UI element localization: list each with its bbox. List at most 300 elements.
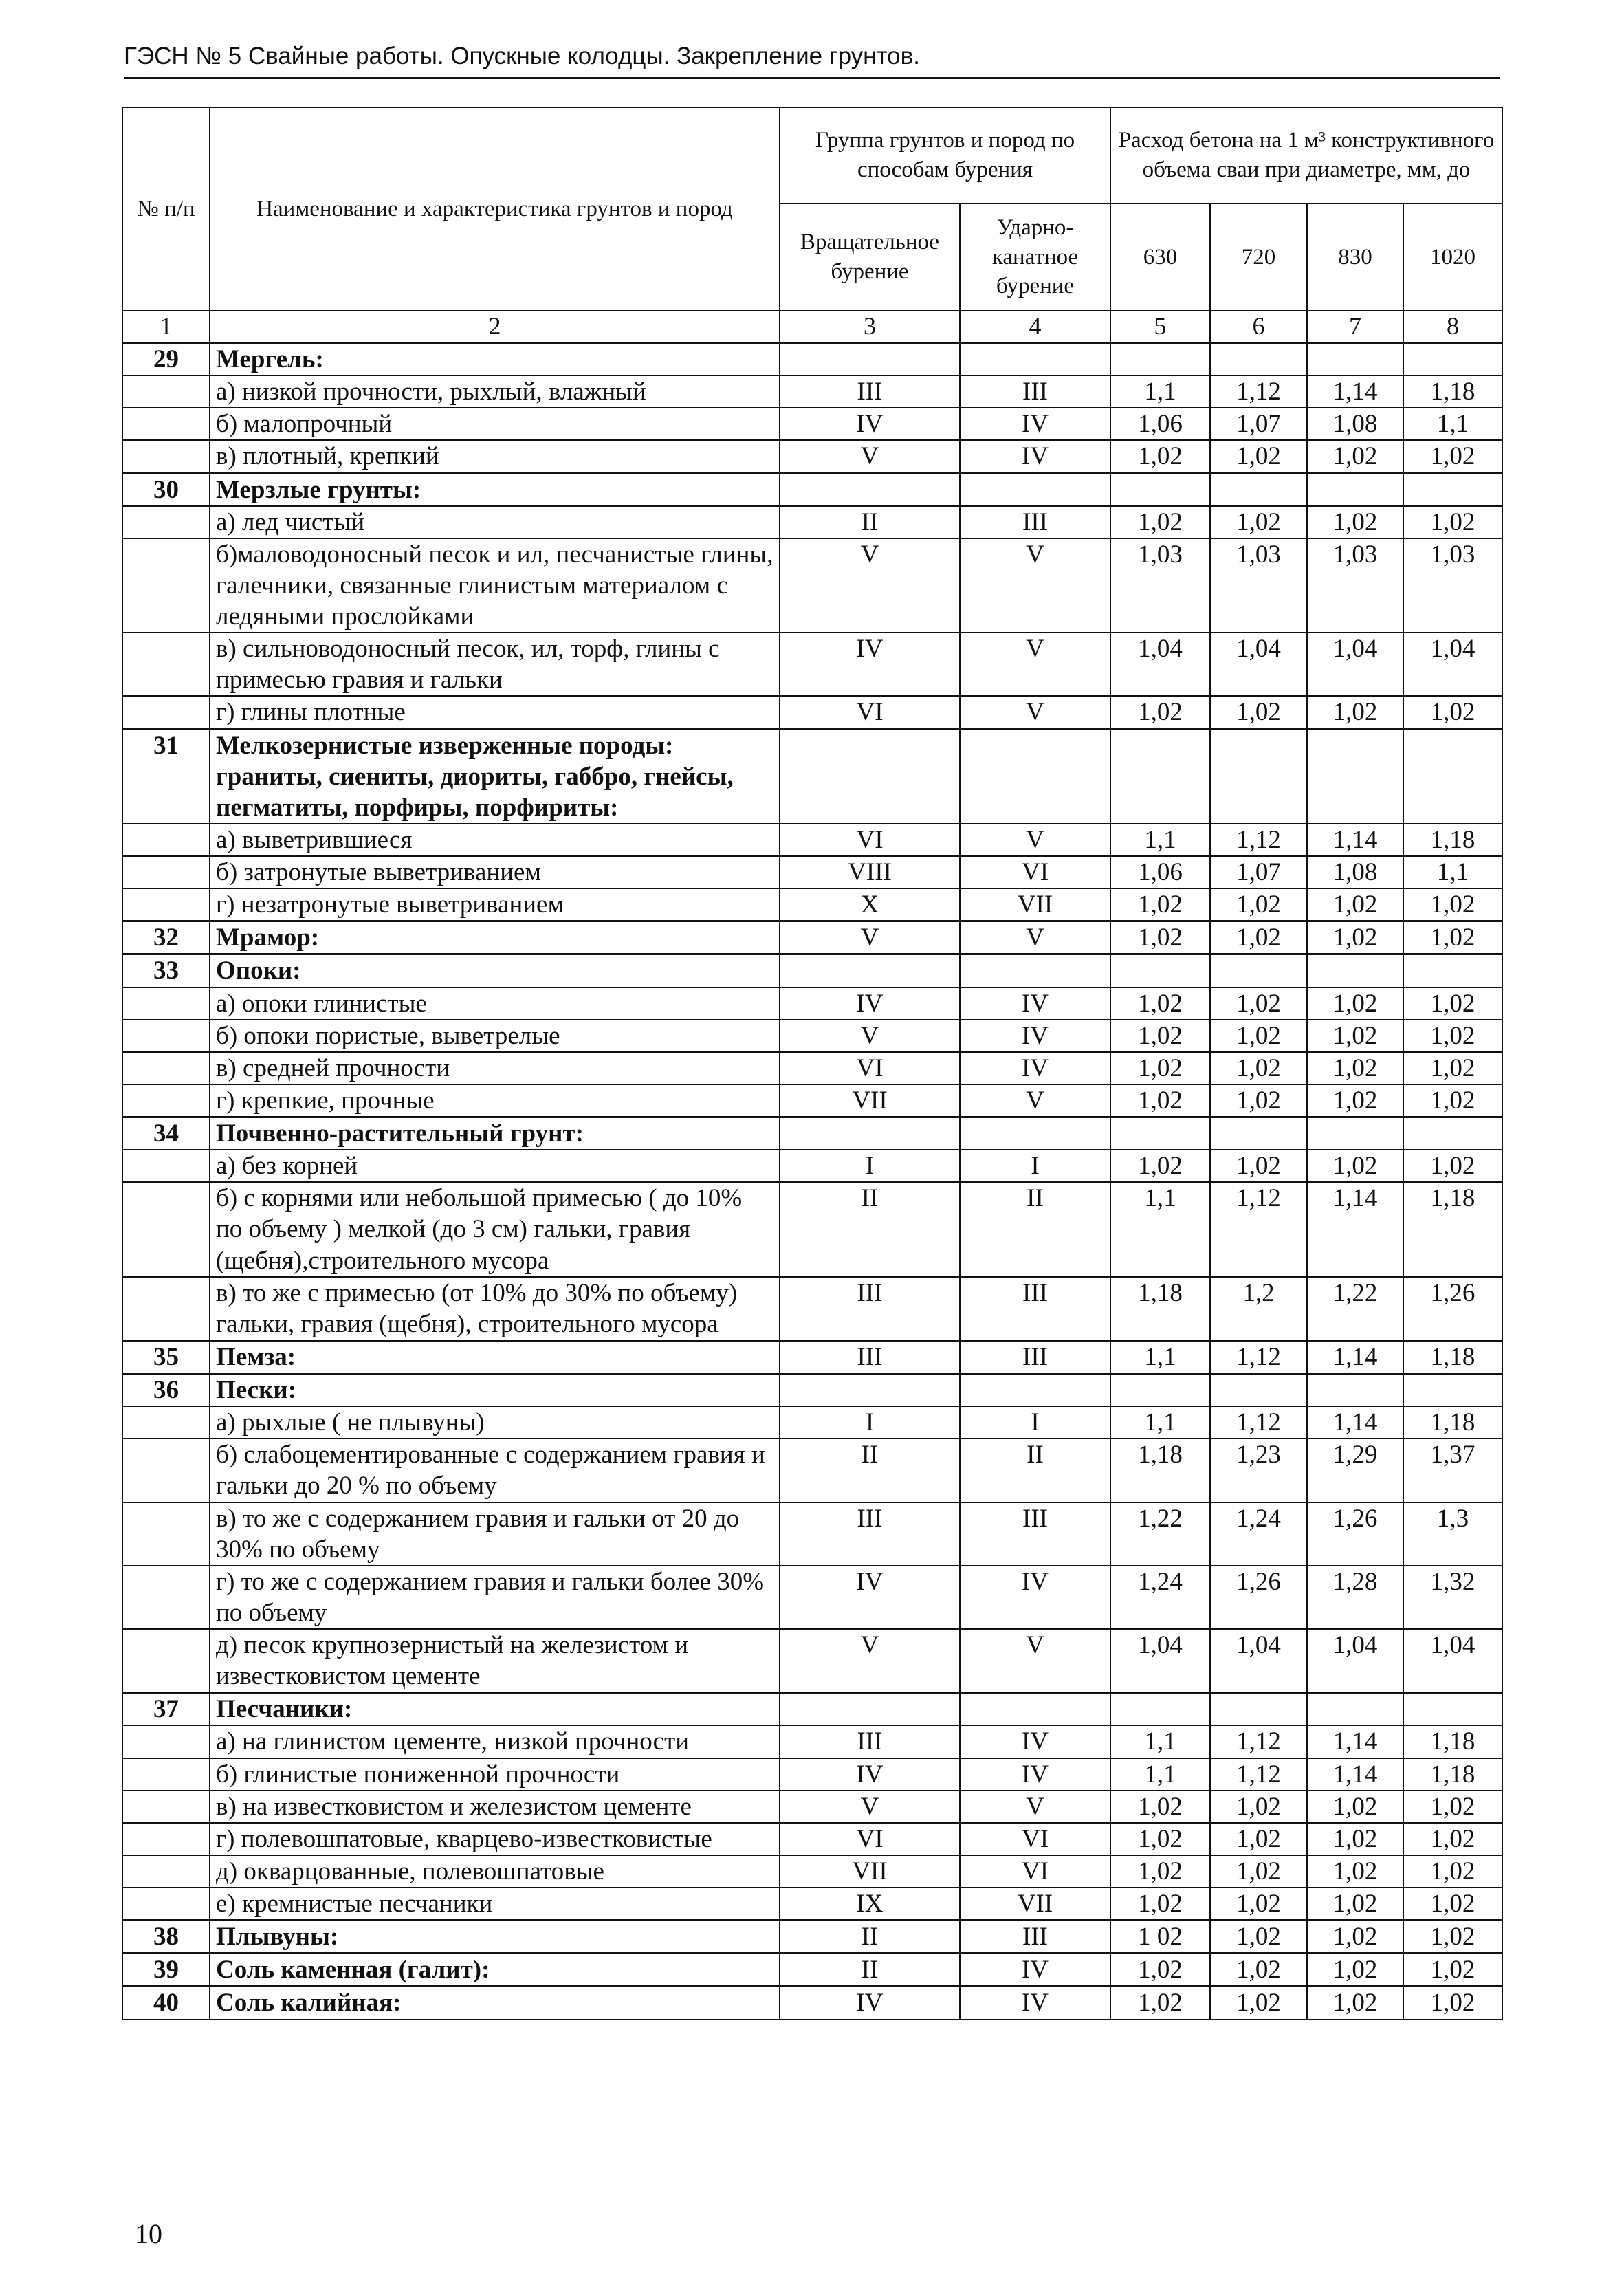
d830-cell: 1,02 [1307,1855,1403,1888]
percussion-group-cell: VI [960,1855,1110,1888]
d720-cell: 1,12 [1210,1182,1307,1276]
rotary-group-cell: V [780,1791,960,1823]
d630-cell: 1,1 [1110,1340,1210,1373]
soil-name-cell: г) незатронутые выветриванием [210,888,780,921]
table-row [122,375,1502,408]
percussion-group-cell [960,729,1110,824]
percussion-group-cell: IV [960,408,1110,440]
d1020-cell: 1,02 [1403,921,1502,954]
d630-cell [1110,954,1210,987]
rotary-group-cell [780,1693,960,1726]
d630-cell: 1,1 [1110,1725,1210,1758]
rotary-group-cell: VIII [780,856,960,888]
d630-cell: 1,02 [1110,1084,1210,1117]
percussion-group-cell [960,343,1110,376]
rotary-group-cell: VI [780,1052,960,1084]
soil-name-cell: г) глины плотные [210,696,780,729]
row-number-cell [122,824,210,856]
percussion-group-cell: I [960,1406,1110,1439]
group-number: 35 [122,1340,210,1373]
page-header-title: ГЭСН № 5 Свайные работы. Опускные колодцы. Закрепление грунтов. [124,43,920,69]
percussion-group-cell: I [960,1150,1110,1182]
soil-name-cell: а) опоки глинистые [210,987,780,1020]
row-number-cell [122,1502,210,1566]
d1020-cell: 1,02 [1403,1987,1502,2020]
rotary-group-cell: II [780,1921,960,1954]
percussion-group-cell: III [960,1277,1110,1341]
row-number-cell [122,1725,210,1758]
d830-cell: 1,08 [1307,856,1403,888]
group-number: 31 [122,729,210,824]
row-number-cell [122,1277,210,1341]
soil-name-cell: г) полевошпатовые, кварцево-известковистые [210,1823,780,1855]
d1020-cell: 1,1 [1403,408,1502,440]
d1020-cell: 1,02 [1403,696,1502,729]
row-number-cell [122,888,210,921]
head-d830: 830 [1307,204,1403,311]
head-d720: 720 [1210,204,1307,311]
row-number-cell [122,1020,210,1052]
d830-cell: 1,08 [1307,408,1403,440]
table-row [122,1855,1502,1888]
d1020-cell: 1,02 [1403,1823,1502,1855]
soil-name-cell: г) крепкие, прочные [210,1084,780,1117]
table-row [122,1823,1502,1855]
d720-cell: 1,23 [1210,1439,1307,1502]
d630-cell: 1,02 [1110,1020,1210,1052]
group-number: 38 [122,1921,210,1954]
colnum-cell: 5 [1110,311,1210,343]
d830-cell: 1,02 [1307,1084,1403,1117]
soil-name-cell: в) сильноводоносный песок, ил, торф, глины с примесью гравия и гальки [210,633,780,696]
table-row [122,987,1502,1020]
d830-cell: 1,14 [1307,1182,1403,1276]
rotary-group-cell: III [780,1277,960,1341]
percussion-group-cell: II [960,1182,1110,1276]
header-rule [124,77,1500,79]
colnum-cell: 8 [1403,311,1502,343]
table-row [122,538,1502,633]
percussion-group-cell: IV [960,987,1110,1020]
group-title: Соль каменная (галит): [210,1954,780,1987]
soil-name-cell: а) низкой прочности, рыхлый, влажный [210,375,780,408]
d830-cell [1307,473,1403,506]
soil-name-cell: в) то же с примесью (от 10% до 30% по объему) гальки, гравия (щебня), строительного мусора [210,1277,780,1341]
rotary-group-cell: IX [780,1888,960,1921]
d720-cell: 1,02 [1210,987,1307,1020]
rotary-group-cell: III [780,375,960,408]
d720-cell: 1,04 [1210,1629,1307,1693]
d630-cell [1110,1374,1210,1407]
rotary-group-cell [780,1374,960,1407]
d830-cell: 1,14 [1307,1725,1403,1758]
d830-cell: 1,02 [1307,1823,1403,1855]
soil-name-cell: б) с корнями или небольшой примесью ( до 10% по объему ) мелкой (до 3 см) гальки, гравия (щебня),строительного мусора [210,1182,780,1276]
d720-cell: 1,02 [1210,1150,1307,1182]
head-percussion: Ударно-канатное бурение [960,204,1110,311]
d830-cell: 1,14 [1307,1406,1403,1439]
table-head [122,107,1502,311]
d630-cell [1110,473,1210,506]
row-number-cell [122,1791,210,1823]
rotary-group-cell: IV [780,633,960,696]
d630-cell: 1,06 [1110,856,1210,888]
d720-cell [1210,1693,1307,1726]
row-number-cell [122,1052,210,1084]
soil-name-cell: в) средней прочности [210,1052,780,1084]
percussion-group-cell: III [960,1340,1110,1373]
percussion-group-cell: V [960,921,1110,954]
group-title-row [122,729,1502,824]
d630-cell: 1,02 [1110,1888,1210,1921]
percussion-group-cell: III [960,375,1110,408]
percussion-group-cell [960,473,1110,506]
head-group: Группа грунтов и пород по способам бурения [780,107,1110,204]
percussion-group-cell: III [960,1502,1110,1566]
d1020-cell: 1,18 [1403,1340,1502,1373]
group-number: 39 [122,1954,210,1987]
rotary-group-cell: II [780,506,960,538]
d630-cell: 1,02 [1110,987,1210,1020]
d720-cell: 1,12 [1210,375,1307,408]
percussion-group-cell: V [960,538,1110,633]
d830-cell: 1,02 [1307,1954,1403,1987]
rotary-group-cell: II [780,1954,960,1987]
d1020-cell [1403,1117,1502,1150]
d720-cell: 1,02 [1210,440,1307,473]
group-title: Соль калийная: [210,1987,780,2020]
group-title-row [122,1693,1502,1726]
d830-cell [1307,343,1403,376]
rotary-group-cell [780,954,960,987]
d720-cell [1210,1117,1307,1150]
rotary-group-cell: I [780,1406,960,1439]
table-row [122,440,1502,473]
colnum-cell: 4 [960,311,1110,343]
d830-cell: 1,04 [1307,633,1403,696]
d1020-cell: 1,03 [1403,538,1502,633]
d720-cell [1210,1374,1307,1407]
d830-cell: 1,02 [1307,921,1403,954]
d720-cell [1210,954,1307,987]
d630-cell: 1,02 [1110,888,1210,921]
d630-cell: 1,22 [1110,1502,1210,1566]
soil-name-cell: е) кремнистые песчаники [210,1888,780,1921]
rotary-group-cell: IV [780,1566,960,1629]
d1020-cell [1403,473,1502,506]
rotary-group-cell: III [780,1340,960,1373]
d1020-cell: 1,18 [1403,1406,1502,1439]
percussion-group-cell: IV [960,440,1110,473]
group-title-row [122,343,1502,376]
table-row [122,1277,1502,1341]
table-row [122,888,1502,921]
d830-cell: 1,02 [1307,1020,1403,1052]
group-title-row [122,1954,1502,1987]
d830-cell: 1,14 [1307,824,1403,856]
d720-cell: 1,03 [1210,538,1307,633]
row-number-cell [122,1888,210,1921]
percussion-group-cell: VII [960,888,1110,921]
d1020-cell: 1,02 [1403,1150,1502,1182]
head-name: Наименование и характеристика грунтов и пород [210,107,780,311]
rotary-group-cell: V [780,440,960,473]
row-number-cell [122,1084,210,1117]
d720-cell: 1,26 [1210,1566,1307,1629]
d630-cell: 1,02 [1110,440,1210,473]
d720-cell: 1,02 [1210,921,1307,954]
d720-cell: 1,02 [1210,888,1307,921]
d630-cell [1110,1693,1210,1726]
d1020-cell: 1,18 [1403,824,1502,856]
rotary-group-cell: IV [780,408,960,440]
d630-cell: 1,18 [1110,1439,1210,1502]
d830-cell: 1,03 [1307,538,1403,633]
d630-cell: 1,1 [1110,1406,1210,1439]
row-number-cell [122,506,210,538]
d720-cell: 1,07 [1210,408,1307,440]
d720-cell: 1,07 [1210,856,1307,888]
percussion-group-cell [960,1693,1110,1726]
row-number-cell [122,1150,210,1182]
d720-cell: 1,02 [1210,1084,1307,1117]
d830-cell: 1,02 [1307,1921,1403,1954]
soil-name-cell: д) окварцованные, полевошпатовые [210,1855,780,1888]
percussion-group-cell: V [960,824,1110,856]
rotary-group-cell: V [780,538,960,633]
d720-cell: 1,12 [1210,1758,1307,1791]
soil-name-cell: д) песок крупнозернистый на железистом и известковистом цементе [210,1629,780,1693]
percussion-group-cell: III [960,1921,1110,1954]
d1020-cell: 1,02 [1403,1052,1502,1084]
percussion-group-cell: IV [960,1020,1110,1052]
soil-name-cell: в) на известковистом и железистом цементе [210,1791,780,1823]
group-number: 32 [122,921,210,954]
d1020-cell: 1,3 [1403,1502,1502,1566]
d630-cell: 1,02 [1110,696,1210,729]
d830-cell: 1,02 [1307,1987,1403,2020]
d1020-cell [1403,1693,1502,1726]
d830-cell: 1,22 [1307,1277,1403,1341]
soil-name-cell: г) то же с содержанием гравия и гальки более 30% по объему [210,1566,780,1629]
rotary-group-cell: III [780,1725,960,1758]
d1020-cell: 1,32 [1403,1566,1502,1629]
rotary-group-cell: VII [780,1855,960,1888]
percussion-group-cell: VII [960,1888,1110,1921]
table-row [122,1084,1502,1117]
d630-cell: 1,02 [1110,506,1210,538]
rotary-group-cell: I [780,1150,960,1182]
head-consumption: Расход бетона на 1 м³ конструктивного объема сваи при диаметре, мм, до [1110,107,1502,204]
colnum-cell: 1 [122,311,210,343]
d630-cell [1110,729,1210,824]
d720-cell: 1,02 [1210,506,1307,538]
soil-name-cell: в) то же с содержанием гравия и гальки от 20 до 30% по объему [210,1502,780,1566]
d720-cell [1210,473,1307,506]
d630-cell [1110,343,1210,376]
page-number: 10 [135,2218,162,2249]
row-number-cell [122,633,210,696]
rotary-group-cell: VII [780,1084,960,1117]
percussion-group-cell: V [960,696,1110,729]
rotary-group-cell [780,473,960,506]
rotary-group-cell: V [780,921,960,954]
rotary-group-cell: III [780,1502,960,1566]
table-row [122,1406,1502,1439]
percussion-group-cell: IV [960,1725,1110,1758]
d830-cell: 1,14 [1307,1758,1403,1791]
group-number: 33 [122,954,210,987]
percussion-group-cell: III [960,506,1110,538]
row-number-cell [122,1439,210,1502]
d1020-cell: 1,02 [1403,506,1502,538]
d830-cell: 1,02 [1307,696,1403,729]
row-number-cell [122,375,210,408]
d1020-cell: 1,02 [1403,1020,1502,1052]
group-number: 36 [122,1374,210,1407]
group-title-row [122,921,1502,954]
colnum-cell: 6 [1210,311,1307,343]
soil-name-cell: б) глинистые пониженной прочности [210,1758,780,1791]
d1020-cell: 1,18 [1403,375,1502,408]
d1020-cell: 1,26 [1403,1277,1502,1341]
group-number: 30 [122,473,210,506]
d720-cell: 1,02 [1210,1987,1307,2020]
rotary-group-cell: X [780,888,960,921]
table-row [122,856,1502,888]
d1020-cell: 1,1 [1403,856,1502,888]
soil-name-cell: б)маловодоносный песок и ил, песчанистые глины, галечники, связанные глинистым материалом с ледяными прослойками [210,538,780,633]
d830-cell: 1,02 [1307,1791,1403,1823]
head-d1020: 1020 [1403,204,1502,311]
d630-cell: 1,06 [1110,408,1210,440]
row-number-cell [122,408,210,440]
d720-cell [1210,343,1307,376]
percussion-group-cell [960,1374,1110,1407]
group-title: Плывуны: [210,1921,780,1954]
d720-cell: 1,02 [1210,696,1307,729]
colnum-cell: 3 [780,311,960,343]
group-title: Песчаники: [210,1693,780,1726]
group-title-row [122,1340,1502,1373]
row-number-cell [122,987,210,1020]
d830-cell: 1,26 [1307,1502,1403,1566]
row-number-cell [122,696,210,729]
table-body [122,311,1502,2020]
soil-name-cell: а) рыхлые ( не плывуны) [210,1406,780,1439]
table-row [122,1566,1502,1629]
row-number-cell [122,1855,210,1888]
d630-cell: 1,1 [1110,1758,1210,1791]
group-title-row [122,1921,1502,1954]
rotary-group-cell: II [780,1439,960,1502]
soil-name-cell: а) выветрившиеся [210,824,780,856]
d720-cell: 1,12 [1210,1340,1307,1373]
d1020-cell [1403,729,1502,824]
d630-cell: 1,18 [1110,1277,1210,1341]
d720-cell: 1,12 [1210,824,1307,856]
head-rotary: Вращательное бурение [780,204,960,311]
percussion-group-cell: VI [960,856,1110,888]
group-title-row [122,954,1502,987]
table-row [122,1052,1502,1084]
table-row [122,633,1502,696]
table-row [122,1150,1502,1182]
d630-cell: 1 02 [1110,1921,1210,1954]
d720-cell: 1,02 [1210,1052,1307,1084]
d630-cell: 1,02 [1110,1855,1210,1888]
group-title-row [122,1374,1502,1407]
d1020-cell: 1,02 [1403,1791,1502,1823]
d830-cell [1307,729,1403,824]
soil-name-cell: б) слабоцементированные с содержанием гравия и гальки до 20 % по объему [210,1439,780,1502]
table-row [122,408,1502,440]
d720-cell: 1,02 [1210,1791,1307,1823]
group-title: Мергель: [210,343,780,376]
group-title: Пески: [210,1374,780,1407]
soil-name-cell: б) затронутые выветриванием [210,856,780,888]
soil-name-cell: а) на глинистом цементе, низкой прочности [210,1725,780,1758]
percussion-group-cell: VI [960,1823,1110,1855]
group-title: Мрамор: [210,921,780,954]
d830-cell [1307,1693,1403,1726]
d720-cell: 1,24 [1210,1502,1307,1566]
rotary-group-cell: VI [780,824,960,856]
d720-cell: 1,02 [1210,1855,1307,1888]
soil-name-cell: а) без корней [210,1150,780,1182]
soil-concrete-table [122,107,1503,2020]
d1020-cell: 1,02 [1403,1954,1502,1987]
percussion-group-cell: II [960,1439,1110,1502]
d630-cell [1110,1117,1210,1150]
d1020-cell: 1,02 [1403,1855,1502,1888]
row-number-cell [122,1182,210,1276]
d1020-cell [1403,343,1502,376]
table-row [122,696,1502,729]
group-title-row [122,1987,1502,2020]
d720-cell [1210,729,1307,824]
row-number-cell [122,1406,210,1439]
d1020-cell: 1,18 [1403,1758,1502,1791]
percussion-group-cell: IV [960,1052,1110,1084]
rotary-group-cell: IV [780,1758,960,1791]
d1020-cell: 1,04 [1403,633,1502,696]
table-row [122,1020,1502,1052]
d1020-cell: 1,02 [1403,888,1502,921]
table-row [122,1439,1502,1502]
head-d630: 630 [1110,204,1210,311]
soil-name-cell: в) плотный, крепкий [210,440,780,473]
d1020-cell: 1,02 [1403,1921,1502,1954]
d720-cell: 1,12 [1210,1725,1307,1758]
group-title-row [122,473,1502,506]
d1020-cell: 1,37 [1403,1439,1502,1502]
d720-cell: 1,02 [1210,1921,1307,1954]
d720-cell: 1,02 [1210,1954,1307,1987]
d1020-cell: 1,02 [1403,987,1502,1020]
d720-cell: 1,02 [1210,1823,1307,1855]
d830-cell: 1,02 [1307,506,1403,538]
table-row [122,1758,1502,1791]
table-row [122,1182,1502,1276]
d720-cell: 1,12 [1210,1406,1307,1439]
colnum-cell: 2 [210,311,780,343]
d830-cell: 1,02 [1307,1052,1403,1084]
d830-cell [1307,1117,1403,1150]
d720-cell: 1,02 [1210,1888,1307,1921]
group-title: Почвенно-растительный грунт: [210,1117,780,1150]
d630-cell: 1,02 [1110,1987,1210,2020]
